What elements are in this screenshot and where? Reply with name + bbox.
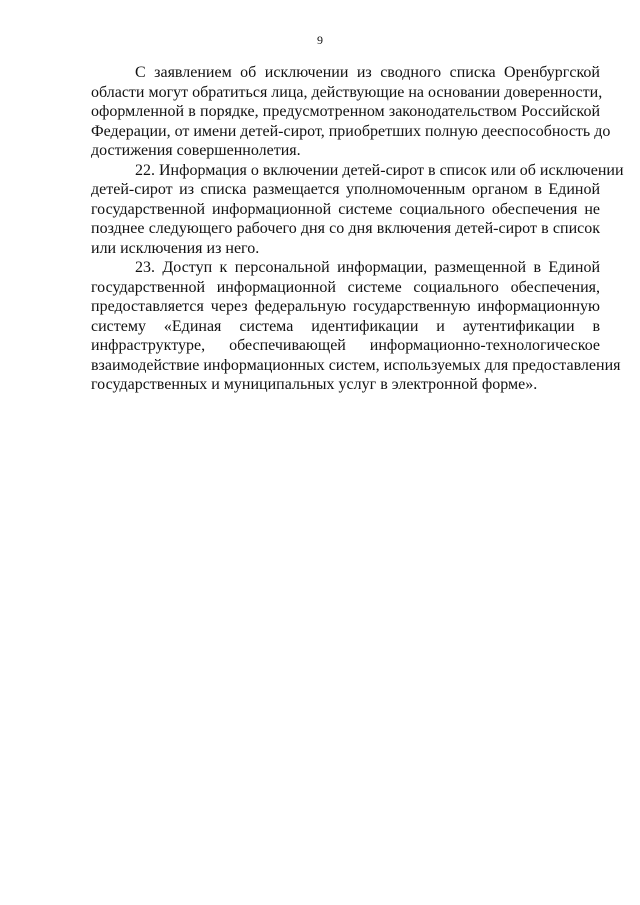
text-line: 23. Доступ к персональной информации, размещенной в Единой (135, 259, 600, 276)
text-line: 22. Информация о включении детей-сирот в список или об исключении (135, 161, 624, 179)
text-line: инфраструктуре, обеспечивающей информационно-технологическое (91, 337, 600, 354)
text-line: государственной информационной системе социального обеспечения, (91, 278, 600, 296)
text-line: государственных и муниципальных услуг в электронной форме». (91, 376, 538, 393)
paragraph (91, 258, 621, 395)
text-line: государственной информационной системе социального обеспечения не (91, 200, 600, 218)
text-line: позднее следующего рабочего дня со дня включения детей-сирот в список (91, 220, 600, 237)
text-line: взаимодействие информационных систем, используемых для предоставления (91, 356, 621, 374)
text-line: Федерации, от имени детей-сирот, приобретших полную дееспособность до (91, 122, 611, 140)
paragraph (91, 161, 624, 259)
text-line: систему «Единая система идентификации и аутентификации в (91, 317, 600, 335)
text-line: предоставляется через федеральную государственную информационную (91, 298, 600, 315)
text-line: детей-сирот из списка размещается уполномоченным органом в Единой (91, 181, 600, 198)
text-line: или исключения из него. (91, 239, 260, 257)
text-line: оформленной в порядке, предусмотренном законодательством Российской (91, 103, 600, 120)
page-number: 9 (317, 33, 323, 47)
paragraph (91, 63, 611, 161)
document-body (91, 63, 624, 395)
text-line: достижения совершеннолетия. (91, 142, 301, 159)
text-line: С заявлением об исключении из сводного списка Оренбургской (135, 64, 600, 81)
text-line: области могут обратиться лица, действующие на основании доверенности, (91, 83, 603, 101)
